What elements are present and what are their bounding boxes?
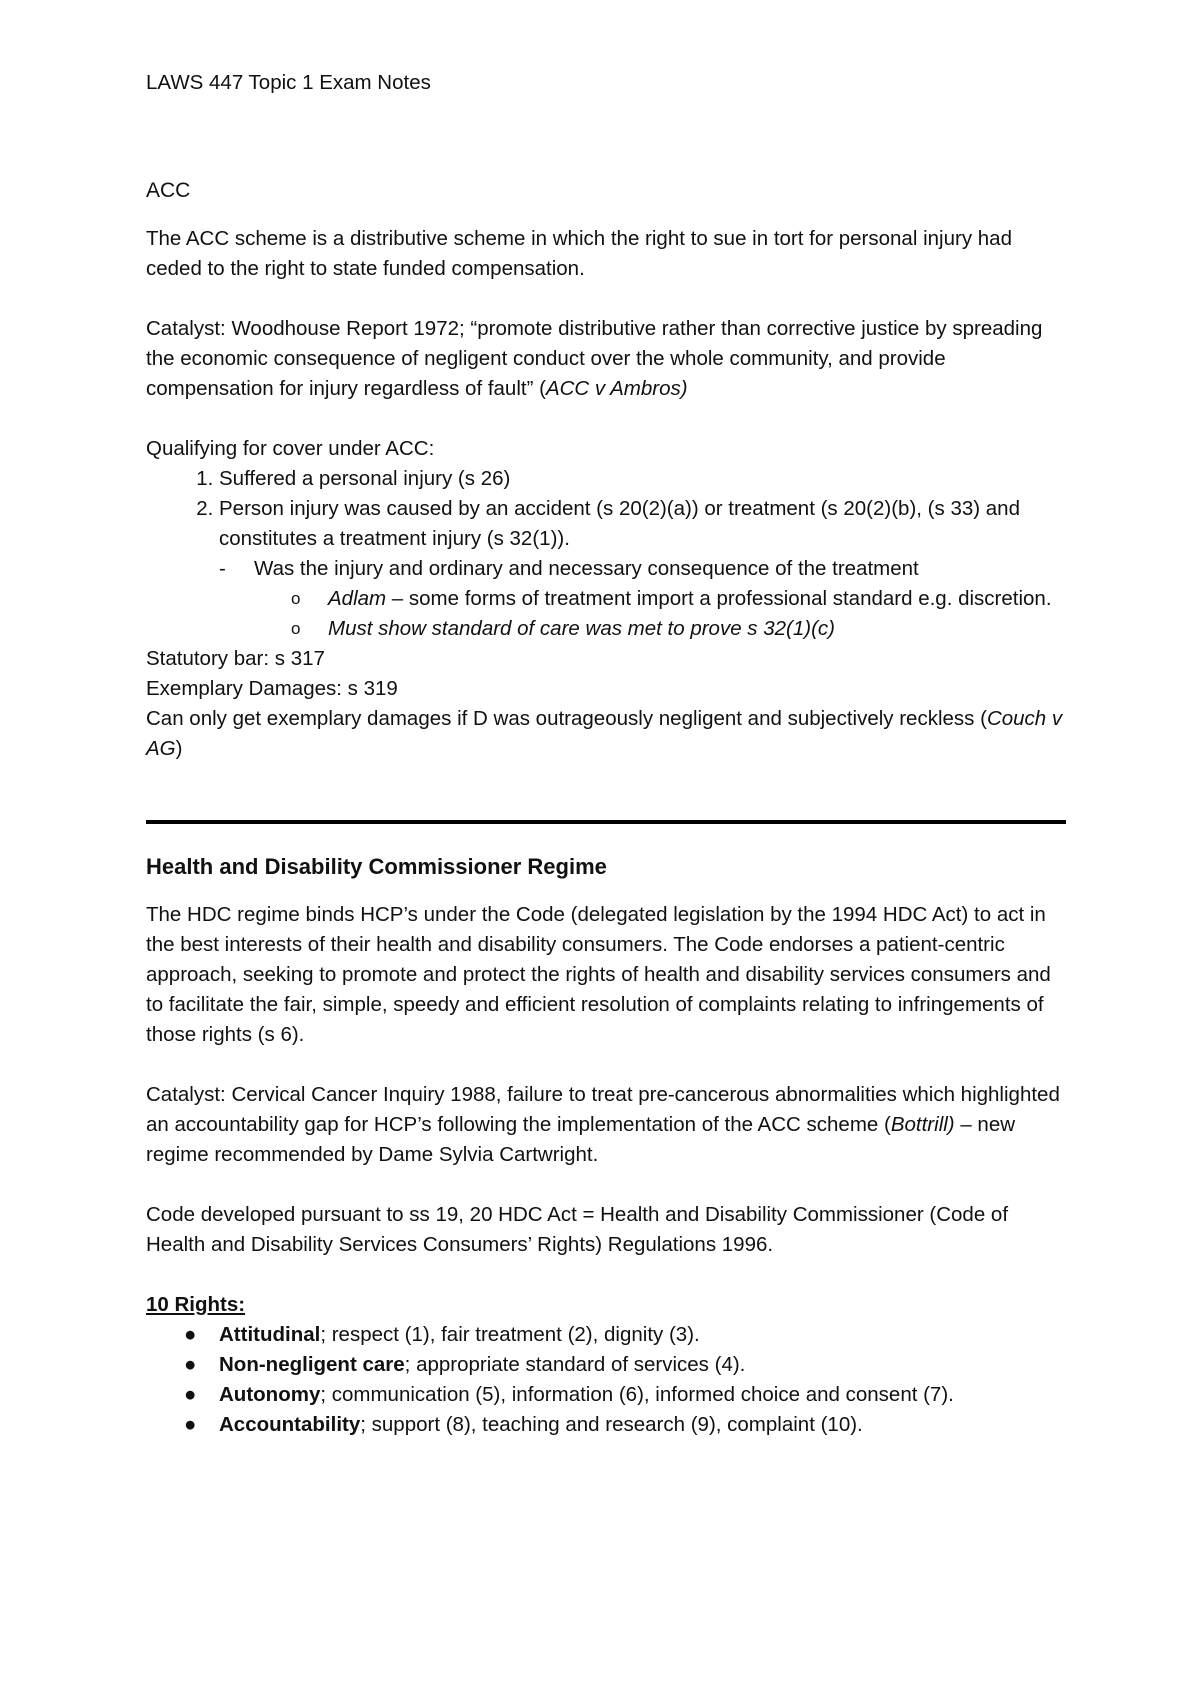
list-item: ● Attitudinal; respect (1), fair treatment (2), dignity (3).	[184, 1323, 700, 1346]
list-item: 1. Suffered a personal injury (s 26)	[219, 464, 1066, 494]
document-header: LAWS 447 Topic 1 Exam Notes	[146, 71, 431, 94]
list-item: o Must show standard of care was met to prove s 32(1)(c)	[291, 617, 836, 640]
rights-title: 10 Rights:	[146, 1293, 246, 1316]
list-item: 2. Person injury was caused by an accident (s 20(2)(a)) or treatment (s 20(2)(b), (s 33) and constitutes a treatment injury (s 32(1)).	[219, 494, 1066, 554]
acc-catalyst: Catalyst: Woodhouse Report 1972; “promote distributive rather than corrective justice by spreading the economic consequence of negligent conduct over the whole community, and provide compensation for injury regardless of fault” (ACC v Ambros)	[146, 317, 1043, 400]
exemplary-note: Can only get exemplary damages if D was outrageously negligent and subjectively reckless (Couch v AG)	[146, 707, 1063, 760]
acc-heading: ACC	[146, 179, 191, 202]
list-item: - Was the injury and ordinary and necessary consequence of the treatment o Adlam – some forms of treatment import a professional standard e.g. discretion. o Must show standard of care was met to prove s 32(1)(c)	[219, 554, 1066, 644]
hdc-code: Code developed pursuant to ss 19, 20 HDC Act = Health and Disability Commissioner (Code of Health and Disability Services Consumers’ Rights) Regulations 1996.	[146, 1203, 1009, 1256]
list-item: o Adlam – some forms of treatment import a professional standard e.g. discretion.	[291, 587, 1052, 610]
rights-list	[146, 1320, 1066, 1440]
hdc-heading: Health and Disability Commissioner Regime	[146, 854, 607, 879]
hdc-catalyst: Catalyst: Cervical Cancer Inquiry 1988, failure to treat pre-cancerous abnormalities which highlighted an accountability gap for HCP’s following the implementation of the ACC scheme (Bottrill) – new regime recommended by Dame Sylvia Cartwright.	[146, 1083, 1060, 1166]
section-divider	[146, 820, 1066, 824]
exemplary-damages: Exemplary Damages: s 319	[146, 677, 398, 700]
statutory-bar: Statutory bar: s 317	[146, 647, 325, 670]
hdc-intro: The HDC regime binds HCP’s under the Code (delegated legislation by the 1994 HDC Act) to act in the best interests of their health and disability consumers. The Code endorses a patient-centric approach, seeking to promote and protect the rights of health and disability services consumers and to facilitate the fair, simple, speedy and efficient resolution of complaints relating to infringements of those rights (s 6).	[146, 903, 1051, 1046]
acc-intro: The ACC scheme is a distributive scheme in which the right to sue in tort for personal injury had ceded to the right to state funded compensation.	[146, 227, 1012, 280]
document-page	[146, 68, 1066, 1440]
qualifying-label: Qualifying for cover under ACC:	[146, 437, 435, 460]
list-item: ● Accountability; support (8), teaching and research (9), complaint (10).	[184, 1413, 863, 1436]
list-item: ● Autonomy; communication (5), information (6), informed choice and consent (7).	[184, 1383, 954, 1406]
list-item: ● Non-negligent care; appropriate standard of services (4).	[184, 1353, 746, 1376]
qualifying-list	[146, 464, 1066, 554]
sub-dash-list	[146, 554, 1066, 644]
acc-catalyst-case: ACC v Ambros)	[545, 377, 688, 400]
sub-circle-list	[254, 584, 1066, 644]
